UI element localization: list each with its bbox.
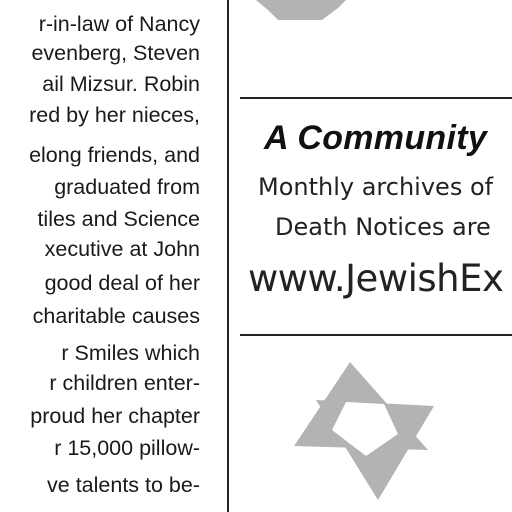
star-of-david-icon bbox=[228, 0, 512, 20]
obituary-line: proud her chapter bbox=[30, 404, 200, 428]
obituary-line: graduated from bbox=[54, 175, 200, 199]
obituary-line-cut bbox=[194, 503, 200, 512]
obituary-column bbox=[0, 0, 210, 512]
obituary-line: ve talents to be- bbox=[47, 473, 200, 497]
obituary-line: r 15,000 pillow- bbox=[54, 436, 200, 460]
promo-archives-line: Monthly archives of bbox=[258, 173, 494, 201]
obituary-line: xecutive at John bbox=[44, 237, 200, 261]
obituary-line: r children enter- bbox=[49, 371, 200, 395]
obituary-line: evenberg, Steven bbox=[31, 41, 200, 65]
promo-box bbox=[228, 0, 512, 512]
obituary-line: red by her nieces, bbox=[29, 103, 200, 127]
promo-top-rule bbox=[240, 97, 512, 99]
obituary-line: r-in-law of Nancy bbox=[38, 12, 200, 36]
obituary-line: ail Mizsur. Robin bbox=[42, 72, 200, 96]
promo-death-notices-line: Death Notices are bbox=[275, 213, 491, 241]
promo-bottom-rule bbox=[240, 334, 512, 336]
obituary-line: charitable causes bbox=[32, 304, 200, 328]
obituary-line: elong friends, and bbox=[29, 143, 200, 167]
obituary-line: good deal of her bbox=[44, 271, 200, 295]
star-of-david-icon bbox=[228, 350, 512, 512]
obituary-line: tiles and Science bbox=[37, 207, 200, 231]
promo-website-link[interactable]: www.JewishEx bbox=[248, 257, 504, 300]
obituary-line: r Smiles which bbox=[61, 341, 200, 365]
promo-headline: A Community bbox=[264, 119, 488, 157]
